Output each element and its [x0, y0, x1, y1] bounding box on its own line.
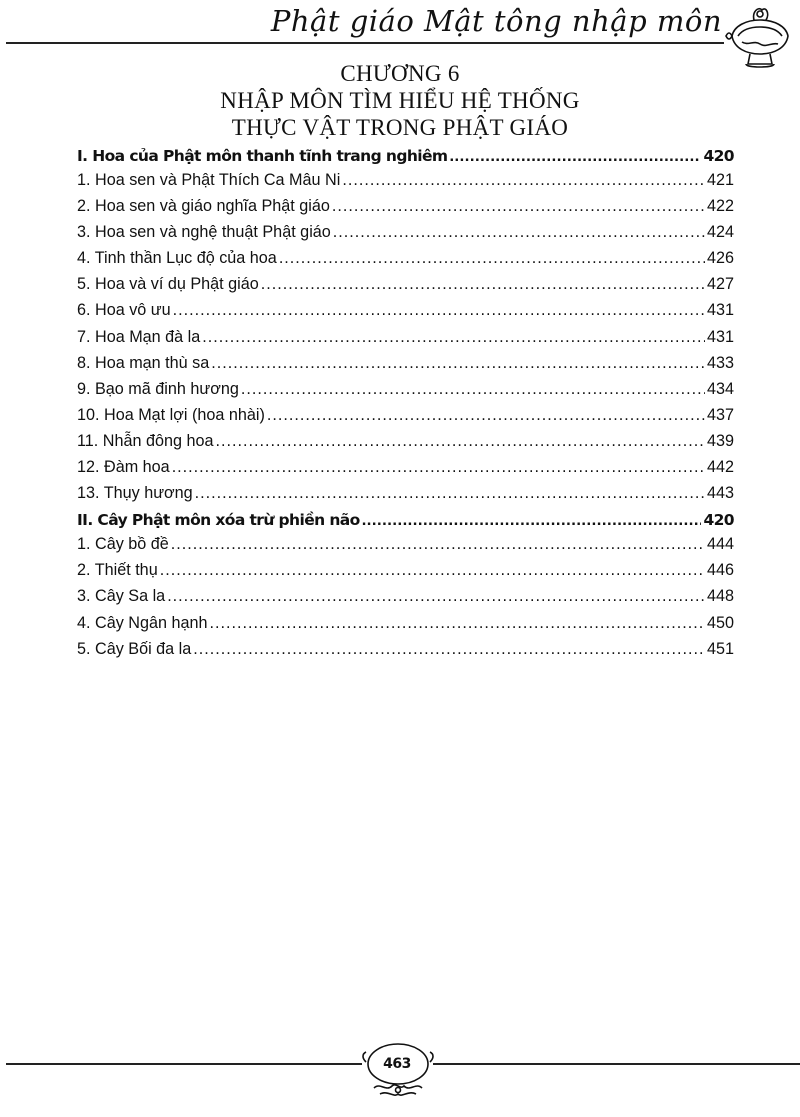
- toc-entry-page: 442: [706, 458, 734, 477]
- toc-entry[interactable]: [77, 380, 734, 406]
- leader-dots: [261, 275, 705, 294]
- toc-entry-page: 437: [706, 405, 734, 424]
- toc-entry-title: 9. Bạo mã đinh hương: [77, 379, 239, 398]
- footer-rule-left: [6, 1063, 362, 1065]
- toc-entry[interactable]: [77, 275, 734, 301]
- page-footer: [0, 1022, 800, 1117]
- toc-entry-title: 11. Nhẫn đông hoa: [77, 431, 214, 450]
- toc-entry-title: 4. Cây Ngân hạnh: [77, 613, 208, 632]
- running-title: Phật giáo Mật tông nhập môn: [270, 4, 722, 38]
- leader-dots: [195, 484, 705, 503]
- toc-section-page: 420: [703, 511, 734, 530]
- toc-entry-title: 5. Cây Bối đa la: [77, 639, 192, 658]
- footer-rule-right: [433, 1063, 800, 1065]
- toc-entry-page: 448: [706, 587, 734, 606]
- leader-dots: [342, 171, 705, 190]
- toc-entry-title: 10. Hoa Mạt lợi (hoa nhài): [77, 405, 265, 424]
- toc-entry-page: 451: [706, 639, 734, 658]
- toc-section-title: II. Cây Phật môn xóa trừ phiền não: [77, 511, 360, 530]
- toc-entry-page: 426: [706, 249, 734, 268]
- toc-entry[interactable]: [77, 301, 734, 327]
- toc-entry-title: 3. Hoa sen và nghệ thuật Phật giáo: [77, 223, 331, 242]
- leader-dots: [216, 432, 705, 451]
- toc-entry-page: 431: [706, 301, 734, 320]
- leader-dots: [279, 249, 705, 268]
- toc-entry-page: 433: [706, 353, 734, 372]
- toc-entry-title: 5. Hoa và ví dụ Phật giáo: [77, 275, 259, 294]
- chapter-title-line-1: NHẬP MÔN TÌM HIỂU HỆ THỐNG: [220, 88, 580, 113]
- header-rule: [6, 42, 724, 44]
- chapter-heading: [0, 60, 800, 141]
- toc-entry-page: 443: [706, 484, 734, 503]
- table-of-contents: [77, 146, 734, 666]
- toc-section-page: 420: [703, 147, 734, 165]
- toc-entry[interactable]: [77, 640, 734, 666]
- page-number: 463: [383, 1056, 411, 1072]
- toc-entry-title: 3. Cây Sa la: [77, 587, 166, 606]
- leader-dots: [211, 354, 705, 373]
- leader-dots: [193, 640, 705, 659]
- toc-entry[interactable]: [77, 484, 734, 510]
- toc-entry-title: 1. Hoa sen và Phật Thích Ca Mâu Ni: [77, 171, 341, 189]
- toc-entry-title: 2. Hoa sen và giáo nghĩa Phật giáo: [77, 197, 330, 216]
- toc-entry[interactable]: [77, 171, 734, 197]
- leader-dots: [333, 223, 705, 242]
- toc-entry-page: 422: [706, 197, 734, 216]
- toc-entry[interactable]: [77, 458, 734, 484]
- toc-entry[interactable]: [77, 535, 734, 561]
- toc-entry-page: 439: [706, 431, 734, 450]
- toc-entry[interactable]: [77, 406, 734, 432]
- toc-entry-page: 427: [706, 275, 734, 294]
- toc-entry[interactable]: [77, 223, 734, 249]
- toc-entry[interactable]: [77, 197, 734, 223]
- leader-dots: [202, 328, 705, 347]
- toc-entry-page: 421: [706, 171, 734, 189]
- chapter-number: CHƯƠNG 6: [340, 61, 460, 86]
- toc-entry-title: 4. Tinh thần Lục độ của hoa: [77, 249, 277, 268]
- toc-section-title: I. Hoa của Phật môn thanh tĩnh trang nghiêm: [77, 147, 448, 165]
- leader-dots: [172, 458, 705, 477]
- toc-entry-title: 7. Hoa Mạn đà la: [77, 327, 201, 346]
- toc-entry[interactable]: [77, 587, 734, 613]
- toc-entry[interactable]: [77, 614, 734, 640]
- toc-entry-page: 450: [706, 613, 734, 632]
- toc-entry-page: 444: [706, 535, 734, 554]
- leader-dots: [241, 380, 705, 399]
- toc-section-1[interactable]: [77, 146, 734, 171]
- toc-entry[interactable]: [77, 561, 734, 587]
- leader-dots: [173, 301, 705, 320]
- leader-dots: [332, 197, 705, 216]
- leader-dots: [167, 587, 705, 606]
- toc-entry[interactable]: [77, 328, 734, 354]
- toc-entry-title: 6. Hoa vô ưu: [77, 301, 171, 320]
- leader-dots: [160, 561, 705, 580]
- leader-dots: [449, 146, 701, 166]
- chapter-title-line-2: THỰC VẬT TRONG PHẬT GIÁO: [231, 115, 569, 140]
- toc-entry-page: 446: [706, 561, 734, 580]
- leader-dots: [171, 535, 705, 554]
- toc-section-2[interactable]: [77, 510, 734, 535]
- toc-entry[interactable]: [77, 354, 734, 380]
- toc-entry-title: 12. Đàm hoa: [77, 458, 170, 477]
- toc-entry-page: 434: [706, 379, 734, 398]
- toc-entry[interactable]: [77, 249, 734, 275]
- leader-dots: [210, 614, 705, 633]
- toc-entry-page: 431: [706, 327, 734, 346]
- toc-entry[interactable]: [77, 432, 734, 458]
- toc-entry-title: 8. Hoa mạn thù sa: [77, 353, 210, 372]
- leader-dots: [362, 510, 702, 530]
- toc-entry-title: 13. Thụy hương: [77, 484, 193, 503]
- toc-entry-title: 1. Cây bồ đề: [77, 535, 169, 554]
- leader-dots: [267, 406, 705, 425]
- toc-entry-title: 2. Thiết thụ: [77, 561, 158, 580]
- toc-entry-page: 424: [706, 223, 734, 242]
